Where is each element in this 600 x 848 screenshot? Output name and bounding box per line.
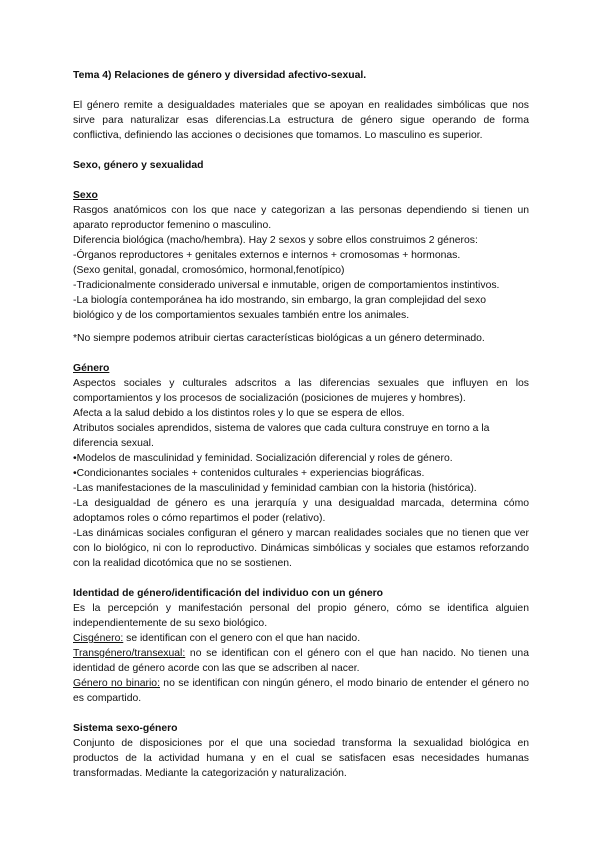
subsection-heading-identidad: Identidad de género/identificación del individuo con un género xyxy=(73,588,384,599)
term-cisgenero: Cisgénero: xyxy=(73,633,124,644)
document-body xyxy=(73,68,529,781)
term-transgenero: Transgénero/transexual: xyxy=(73,648,186,659)
genero-paragraph-4: •Modelos de masculinidad y feminidad. Socialización diferencial y roles de género. xyxy=(73,453,453,464)
genero-paragraph-2: Afecta a la salud debido a los distintos roles y lo que se espera de ellos. xyxy=(73,408,405,419)
sistema-paragraph-1: Conjunto de disposiciones por el que una sociedad transforma la sexualidad biológica en productos de la actividad humana y en el cual se satisfacen esas necesidades humanas transformadas. Mediante la categorización y naturalización. xyxy=(73,738,529,779)
sexo-paragraph-4: (Sexo genital, gonadal, cromosómico, hormonal,fenotípico) xyxy=(73,265,345,276)
sexo-paragraph-3: -Órganos reproductores + genitales externos e internos + cromosomas + hormonas. xyxy=(73,250,461,261)
subsection-heading-sexo: Sexo xyxy=(73,190,98,201)
identidad-paragraph-1: Es la percepción y manifestación personal del propio género, cómo se identifica alguien independientemente de su sexo biológico. xyxy=(73,603,529,629)
subsection-heading-genero: Género xyxy=(73,363,110,374)
identidad-transgenero xyxy=(73,646,529,676)
sexo-note: *No siempre podemos atribuir ciertas características biológicas a un género determinado. xyxy=(73,333,485,344)
genero-paragraph-5: •Condicionantes sociales + contenidos culturales + experiencias biográficas. xyxy=(73,468,425,479)
identidad-cisgenero xyxy=(73,631,529,646)
sexo-paragraph-2: Diferencia biológica (macho/hembra). Hay 2 sexos y sobre ellos construimos 2 géneros: xyxy=(73,235,478,246)
term-no-binario: Género no binario: xyxy=(73,678,160,689)
document-title: Tema 4) Relaciones de género y diversidad afectivo-sexual. xyxy=(73,70,367,81)
genero-paragraph-1: Aspectos sociales y culturales adscritos a las diferencias sexuales que influyen en los comportamientos y los procesos de socialización (posiciones de mujeres y hombres). xyxy=(73,378,529,404)
genero-paragraph-6: -Las manifestaciones de la masculinidad y feminidad cambian con la historia (histórica). xyxy=(73,483,477,494)
genero-paragraph-8: -Las dinámicas sociales configuran el género y marcan realidades sociales que no tienen que ver con lo biológico, ni con lo reproductivo. Dinámicas simbólicas y sociales que estamos reforzando con la realidad dicotómica que no se sostienen. xyxy=(73,528,529,569)
identidad-no-binario xyxy=(73,676,529,706)
definition-cisgenero: se identifican con el genero con el que han nacido. xyxy=(123,633,361,644)
section-heading-sexo-genero-sexualidad: Sexo, género y sexualidad xyxy=(73,160,204,171)
genero-paragraph-3: Atributos sociales aprendidos, sistema de valores que cada cultura construye en torno a la diferencia sexual. xyxy=(73,423,490,449)
definition-transgenero: no se identifican con el género con el que han nacido. No tienen una identidad de género acorde con las que se adscriben al nacer. xyxy=(73,648,529,674)
sexo-paragraph-5: -Tradicionalmente considerado universal e inmutable, origen de comportamientos instintivos. xyxy=(73,280,500,291)
sexo-paragraph-6: -La biología contemporánea ha ido mostrando, sin embargo, la gran complejidad del sexo biológico y de los comportamientos sexuales también entre los animales. xyxy=(73,295,486,321)
genero-paragraph-7: -La desigualdad de género es una jerarquía y una desigualdad marcada, determina cómo adoptamos roles o cómo repartimos el poder (relativo). xyxy=(73,498,529,524)
intro-paragraph: El género remite a desigualdades materiales que se apoyan en realidades simbólicas que nos sirve para naturalizar esas diferencias.La estructura de género sigue operando de forma conflictiva, definiendo las acciones o decisiones que tomamos. Lo masculino es superior. xyxy=(73,100,529,141)
subsection-heading-sistema: Sistema sexo-género xyxy=(73,723,178,734)
definition-no-binario: no se identifican con ningún género, el modo binario de entender el género no es compartido. xyxy=(73,678,529,704)
sexo-paragraph-1: Rasgos anatómicos con los que nace y categorizan a las personas dependiendo si tienen un aparato reproductor femenino o masculino. xyxy=(73,205,529,231)
